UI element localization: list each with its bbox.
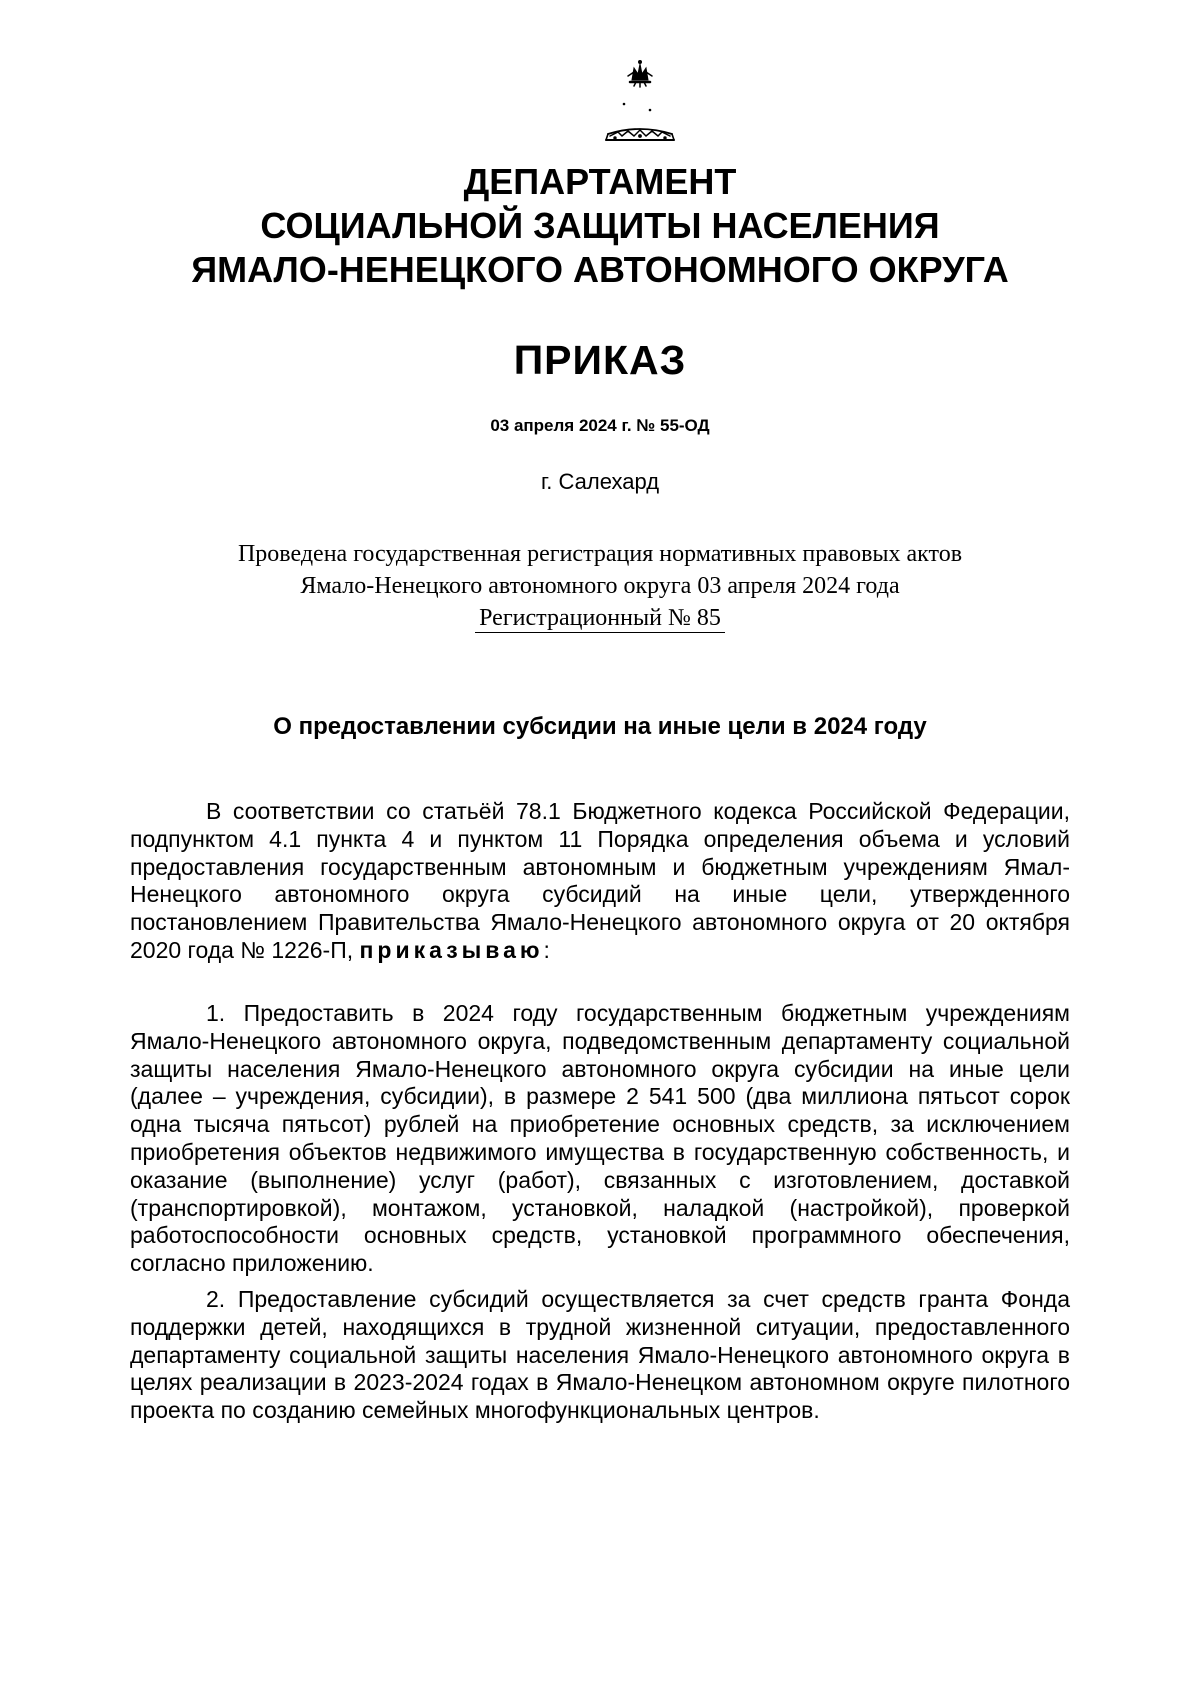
registration-line-1: Проведена государственная регистрация нормативных правовых актов	[237, 541, 963, 567]
city: г. Салехард	[540, 469, 660, 494]
paragraph-2	[130, 1286, 1070, 1425]
order-date-number: 03 апреля 2024 г. № 55-ОД	[490, 416, 710, 435]
department-line-2: СОЦИАЛЬНОЙ ЗАЩИТЫ НАСЕЛЕНИЯ	[260, 205, 940, 246]
intro-emphasis: приказываю	[359, 936, 544, 963]
registration-line-2: Ямало-Ненецкого автономного округа 03 апреля 2024 года	[300, 573, 900, 599]
intro-end: :	[543, 936, 550, 963]
paragraph-1	[130, 1000, 1070, 1278]
paragraph-1-text: 1. Предоставить в 2024 году государственным бюджетным учреждениям Ямало-Ненецкого автономного округа, подведомственным департаменту социальной защиты населения Ямало-Ненецкого автономного округа субсидии на иные цели (далее – учреждения, субсидии), в размере 2 541 500 (два миллиона пятьсот сорок одна тысяча пятьсот) рублей на приобретение основных средств, за исключением приобретения объектов недвижимого имущества в государственную собственность, и оказание (выполнение) услуг (работ), связанных с изготовлением, доставкой (транспортировкой), монтажом, установкой, наладкой (настройкой), проверкой работоспособности основных средств, установкой программного обеспечения, согласно приложению.	[130, 1000, 1070, 1277]
department-name	[0, 160, 1200, 292]
department-line-1: ДЕПАРТАМЕНТ	[463, 161, 737, 202]
order-title: ПРИКАЗ	[513, 337, 687, 383]
coat-of-arms-icon	[588, 58, 692, 158]
intro-paragraph	[130, 798, 1070, 965]
paragraph-2-text: 2. Предоставление субсидий осуществляется за счет средств гранта Фонда поддержки детей, находящихся в трудной жизненной ситуации, предоставленного департаменту социальной защиты населения Ямало-Ненецкого автономного округа в целях реализации в 2023-2024 годах в Ямало-Ненецком автономном округе пилотного проекта по созданию семейных многофункциональных центров.	[130, 1286, 1070, 1424]
order-subject: О предоставлении субсидии на иные цели в 2024 году	[273, 713, 927, 740]
registration-stamp	[0, 538, 1200, 634]
registration-number: Регистрационный № 85	[475, 605, 725, 633]
department-line-3: ЯМАЛО-НЕНЕЦКОГО АВТОНОМНОГО ОКРУГА	[191, 249, 1009, 290]
intro-text: В соответствии со статьёй 78.1 Бюджетного кодекса Российской Федерации, подпунктом 4.1 пункта 4 и пунктом 11 Порядка определения объема и условий предоставления государственным автономным и бюджетным учреждениям Ямал-Ненецкого автономного округа субсидий на иные цели, утвержденного постановлением Правительства Ямало-Ненецкого автономного округа от 20 октября 2020 года № 1226-П,	[130, 798, 1070, 963]
